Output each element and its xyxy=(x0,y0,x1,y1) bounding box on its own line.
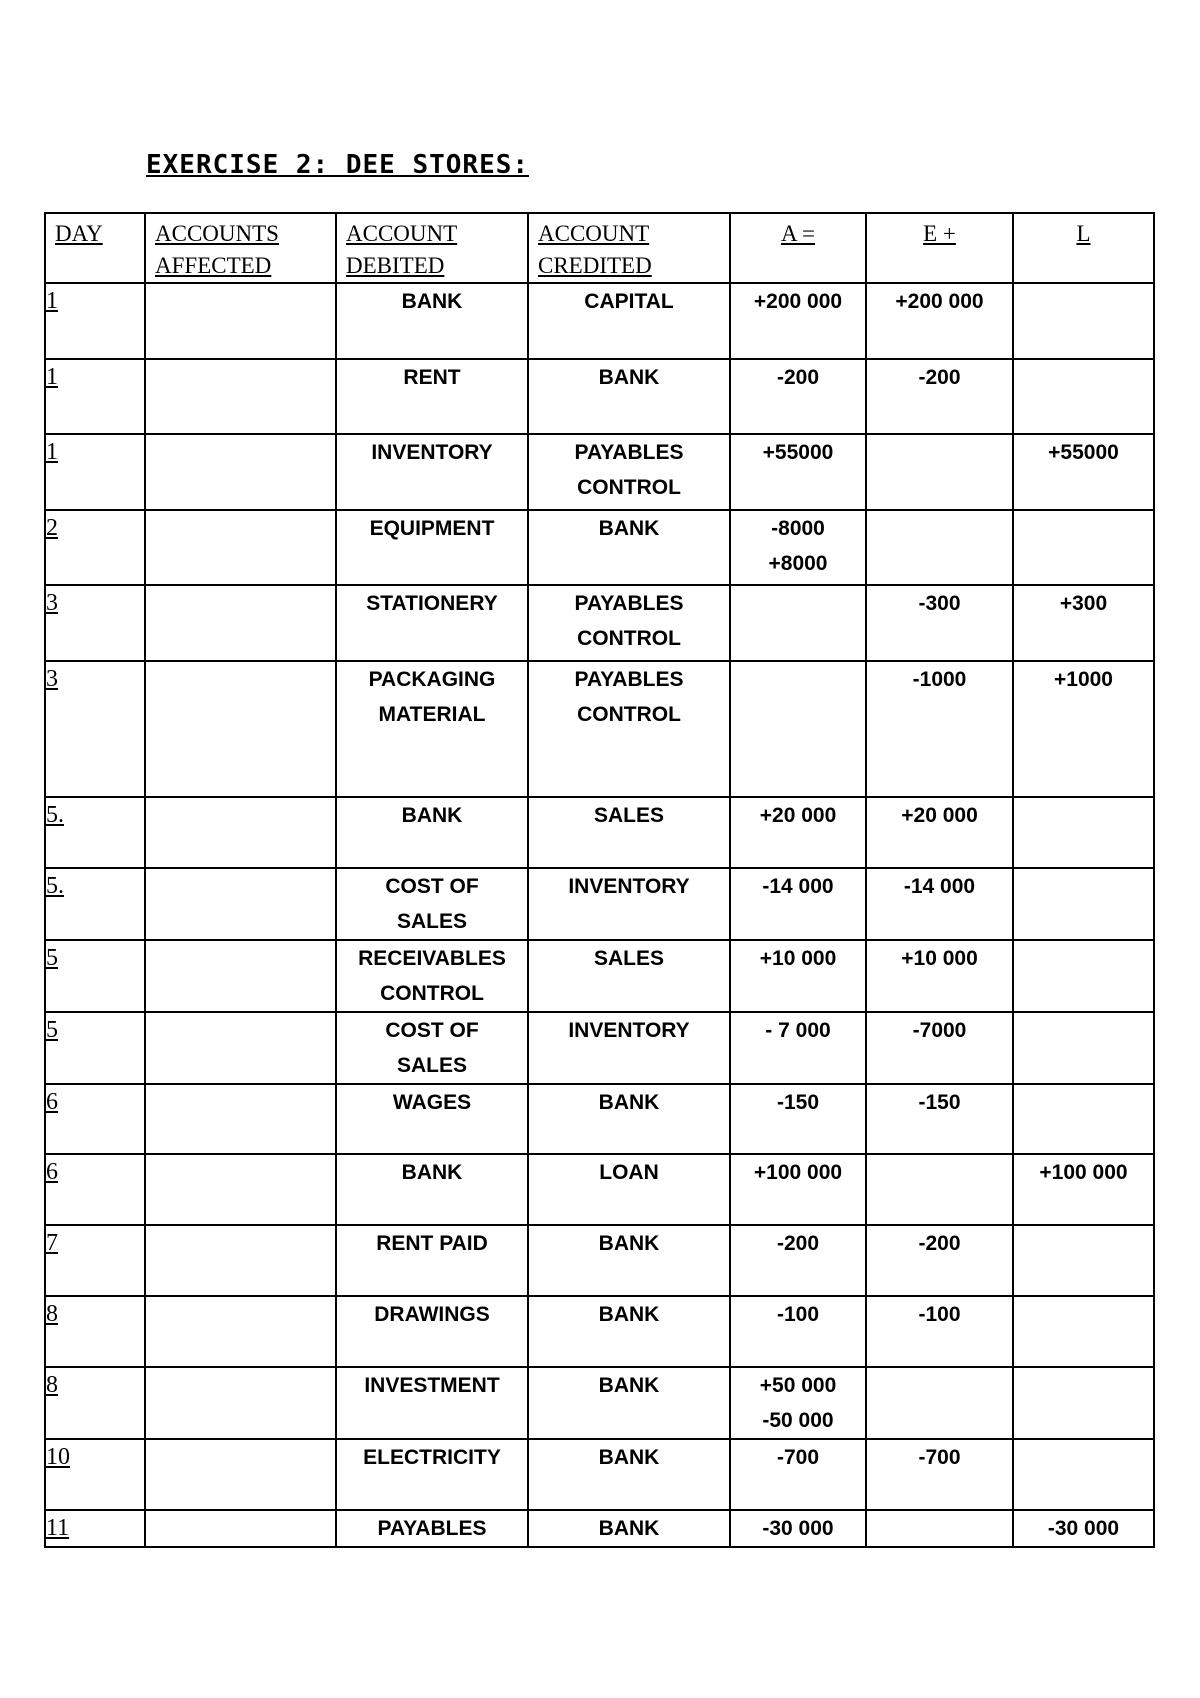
cell-account-debited-line: PAYABLES xyxy=(377,1517,487,1540)
cell-liabilities xyxy=(1013,434,1154,510)
cell-equity-line: -7000 xyxy=(912,1019,967,1042)
cell-account-debited-line: COST OF xyxy=(385,1019,479,1042)
cell-day: 5 xyxy=(45,940,145,1012)
cell-liabilities-line: +1000 xyxy=(1054,668,1113,691)
table-row xyxy=(45,1225,1154,1296)
cell-liabilities xyxy=(1013,1510,1154,1547)
cell-assets-line: +8000 xyxy=(768,552,828,575)
cell-day: 6 xyxy=(45,1084,145,1154)
cell-account-credited xyxy=(528,1367,730,1439)
cell-accounts-affected xyxy=(145,510,336,585)
cell-account-debited-line: INVESTMENT xyxy=(364,1374,500,1397)
cell-account-debited xyxy=(336,585,528,661)
cell-account-credited-line: CONTROL xyxy=(577,627,681,650)
cell-liabilities-line: +100 000 xyxy=(1039,1161,1128,1184)
cell-account-credited-line: BANK xyxy=(598,366,660,389)
cell-account-debited xyxy=(336,661,528,797)
cell-equity xyxy=(866,283,1013,359)
cell-liabilities xyxy=(1013,868,1154,940)
cell-account-debited-line: BANK xyxy=(401,290,463,313)
cell-equity-line: -100 xyxy=(918,1303,961,1326)
cell-account-debited-line: SALES xyxy=(396,1054,467,1077)
cell-equity xyxy=(866,940,1013,1012)
cell-liabilities-line: -30 000 xyxy=(1047,1517,1120,1540)
cell-account-credited-line: PAYABLES xyxy=(574,441,684,464)
table-row xyxy=(45,1154,1154,1225)
table-row xyxy=(45,359,1154,434)
table-row xyxy=(45,661,1154,797)
cell-day: 1 xyxy=(45,434,145,510)
cell-account-credited xyxy=(528,940,730,1012)
cell-account-debited xyxy=(336,1084,528,1154)
cell-assets-line: -100 xyxy=(776,1303,820,1326)
cell-day: 3 xyxy=(45,585,145,661)
cell-liabilities xyxy=(1013,797,1154,868)
table-row xyxy=(45,797,1154,868)
cell-account-credited-line: BANK xyxy=(598,1303,660,1326)
cell-assets-line: -700 xyxy=(776,1446,820,1469)
exercise-title: EXERCISE 2: DEE STORES: xyxy=(146,150,530,180)
header-account-credited: ACCOUNT CREDITED xyxy=(528,213,730,283)
cell-accounts-affected xyxy=(145,1510,336,1547)
cell-assets-line: - 7 000 xyxy=(765,1019,831,1042)
cell-account-debited-line: WAGES xyxy=(392,1091,472,1114)
cell-equity-line: -300 xyxy=(918,592,961,615)
table-row xyxy=(45,940,1154,1012)
table-row xyxy=(45,510,1154,585)
cell-equity xyxy=(866,1154,1013,1225)
cell-equity xyxy=(866,868,1013,940)
header-day: DAY xyxy=(45,213,145,283)
cell-account-credited-line: LOAN xyxy=(599,1161,659,1184)
cell-account-debited xyxy=(336,359,528,434)
cell-account-credited-line: SALES xyxy=(593,947,664,970)
cell-liabilities xyxy=(1013,1367,1154,1439)
cell-account-debited xyxy=(336,510,528,585)
cell-accounts-affected xyxy=(145,1439,336,1510)
cell-assets xyxy=(730,1510,866,1547)
cell-liabilities xyxy=(1013,1154,1154,1225)
cell-equity xyxy=(866,1510,1013,1547)
table-row xyxy=(45,434,1154,510)
cell-liabilities xyxy=(1013,1084,1154,1154)
cell-accounts-affected xyxy=(145,940,336,1012)
cell-assets-line: -50 000 xyxy=(762,1409,834,1432)
cell-liabilities xyxy=(1013,510,1154,585)
cell-day: 3 xyxy=(45,661,145,797)
cell-account-debited-line: BANK xyxy=(401,1161,463,1184)
cell-assets xyxy=(730,1154,866,1225)
cell-account-debited xyxy=(336,1510,528,1547)
cell-equity xyxy=(866,434,1013,510)
cell-account-credited-line: PAYABLES xyxy=(574,592,684,615)
cell-account-credited xyxy=(528,1439,730,1510)
table-row xyxy=(45,1296,1154,1367)
cell-day: 8 xyxy=(45,1296,145,1367)
table-row xyxy=(45,868,1154,940)
cell-equity xyxy=(866,1296,1013,1367)
cell-day: 1 xyxy=(45,359,145,434)
cell-account-debited xyxy=(336,1225,528,1296)
cell-assets xyxy=(730,510,866,585)
cell-account-debited-line: STATIONERY xyxy=(366,592,498,615)
cell-assets xyxy=(730,359,866,434)
cell-equity xyxy=(866,797,1013,868)
cell-account-credited xyxy=(528,1225,730,1296)
cell-equity-line: -200 xyxy=(918,366,961,389)
table-row xyxy=(45,1084,1154,1154)
cell-liabilities xyxy=(1013,283,1154,359)
cell-liabilities xyxy=(1013,585,1154,661)
cell-account-credited-line: SALES xyxy=(593,804,664,827)
cell-assets xyxy=(730,283,866,359)
cell-day: 2 xyxy=(45,510,145,585)
cell-account-credited xyxy=(528,1084,730,1154)
cell-accounts-affected xyxy=(145,1296,336,1367)
cell-assets xyxy=(730,661,866,797)
cell-account-credited xyxy=(528,797,730,868)
cell-account-debited-line: ELECTRICITY xyxy=(363,1446,501,1469)
cell-liabilities xyxy=(1013,940,1154,1012)
cell-assets-line: -8000 xyxy=(771,517,825,540)
cell-assets xyxy=(730,1439,866,1510)
cell-assets-line: +55000 xyxy=(762,441,834,464)
cell-account-debited-line: BANK xyxy=(401,804,463,827)
cell-day: 11 xyxy=(45,1510,145,1547)
cell-account-debited-line: COST OF xyxy=(385,875,479,898)
cell-assets xyxy=(730,1084,866,1154)
cell-account-credited-line: BANK xyxy=(598,1446,660,1469)
cell-equity xyxy=(866,1084,1013,1154)
cell-accounts-affected xyxy=(145,868,336,940)
cell-accounts-affected xyxy=(145,1367,336,1439)
table-body xyxy=(45,283,1154,1547)
cell-account-credited xyxy=(528,1296,730,1367)
cell-account-debited xyxy=(336,434,528,510)
header-accounts-affected: ACCOUNTS AFFECTED xyxy=(145,213,336,283)
cell-accounts-affected xyxy=(145,585,336,661)
cell-account-debited-line: RENT PAID xyxy=(376,1232,488,1255)
cell-account-credited-line: BANK xyxy=(598,1232,660,1255)
cell-liabilities-line: +300 xyxy=(1059,592,1108,615)
cell-assets-line: +50 000 xyxy=(759,1374,837,1397)
cell-account-credited xyxy=(528,585,730,661)
cell-account-credited xyxy=(528,1154,730,1225)
table-row xyxy=(45,1510,1154,1547)
cell-assets-line: -14 000 xyxy=(762,875,834,898)
cell-equity xyxy=(866,1439,1013,1510)
cell-account-credited-line: BANK xyxy=(598,517,660,540)
cell-accounts-affected xyxy=(145,661,336,797)
cell-equity-line: -1000 xyxy=(912,668,967,691)
cell-account-debited xyxy=(336,283,528,359)
cell-account-debited xyxy=(336,1012,528,1084)
cell-day: 5. xyxy=(45,868,145,940)
table-row xyxy=(45,1367,1154,1439)
cell-assets-line: -200 xyxy=(776,366,820,389)
cell-accounts-affected xyxy=(145,283,336,359)
cell-assets xyxy=(730,1367,866,1439)
cell-accounts-affected xyxy=(145,1012,336,1084)
cell-equity xyxy=(866,510,1013,585)
cell-equity-line: +200 000 xyxy=(895,290,984,313)
cell-assets-line: -30 000 xyxy=(762,1517,834,1540)
cell-accounts-affected xyxy=(145,797,336,868)
cell-assets-line: +100 000 xyxy=(753,1161,843,1184)
cell-account-debited-line: PACKAGING xyxy=(368,668,496,691)
cell-account-credited-line: BANK xyxy=(598,1517,660,1540)
cell-assets xyxy=(730,1012,866,1084)
cell-assets-line: -150 xyxy=(776,1091,820,1114)
cell-account-credited-line: BANK xyxy=(598,1091,660,1114)
cell-account-debited xyxy=(336,1296,528,1367)
cell-liabilities xyxy=(1013,1296,1154,1367)
cell-account-credited xyxy=(528,283,730,359)
cell-account-debited-line: RECEIVABLES xyxy=(358,947,506,970)
table-row xyxy=(45,1012,1154,1084)
cell-liabilities xyxy=(1013,359,1154,434)
cell-assets xyxy=(730,797,866,868)
cell-assets xyxy=(730,434,866,510)
cell-liabilities xyxy=(1013,661,1154,797)
cell-account-debited-line: DRAWINGS xyxy=(374,1303,490,1326)
header-liabilities: L xyxy=(1013,213,1154,283)
cell-assets-line: -200 xyxy=(776,1232,820,1255)
cell-equity xyxy=(866,359,1013,434)
cell-account-debited xyxy=(336,1439,528,1510)
cell-equity xyxy=(866,585,1013,661)
cell-account-credited xyxy=(528,1510,730,1547)
cell-liabilities xyxy=(1013,1012,1154,1084)
cell-accounts-affected xyxy=(145,434,336,510)
cell-accounts-affected xyxy=(145,1154,336,1225)
accounting-equation-table xyxy=(44,212,1155,1548)
cell-liabilities xyxy=(1013,1225,1154,1296)
cell-equity xyxy=(866,661,1013,797)
cell-account-credited-line: INVENTORY xyxy=(568,875,690,898)
cell-assets-line: +10 000 xyxy=(759,947,837,970)
header-assets: A = xyxy=(730,213,866,283)
cell-account-credited-line: CONTROL xyxy=(577,476,681,499)
cell-account-debited-line: MATERIAL xyxy=(378,703,486,726)
cell-account-debited-line: CONTROL xyxy=(380,982,484,1005)
cell-account-credited-line: BANK xyxy=(598,1374,660,1397)
cell-equity-line: -14 000 xyxy=(903,875,976,898)
cell-account-credited-line: CAPITAL xyxy=(584,290,674,313)
cell-assets-line: +200 000 xyxy=(753,290,843,313)
table-row xyxy=(45,283,1154,359)
cell-equity xyxy=(866,1225,1013,1296)
cell-day: 1 xyxy=(45,283,145,359)
cell-day: 8 xyxy=(45,1367,145,1439)
cell-accounts-affected xyxy=(145,1084,336,1154)
cell-equity-line: +20 000 xyxy=(901,804,978,827)
cell-equity xyxy=(866,1012,1013,1084)
cell-liabilities-line: +55000 xyxy=(1048,441,1119,464)
cell-assets xyxy=(730,940,866,1012)
header-row xyxy=(45,213,1154,283)
header-account-debited: ACCOUNT DEBITED xyxy=(336,213,528,283)
cell-equity-line: -150 xyxy=(918,1091,961,1114)
cell-account-credited xyxy=(528,868,730,940)
cell-day: 10 xyxy=(45,1439,145,1510)
cell-account-debited xyxy=(336,1367,528,1439)
cell-assets xyxy=(730,1296,866,1367)
cell-assets xyxy=(730,868,866,940)
cell-account-debited-line: RENT xyxy=(403,366,461,389)
cell-account-debited xyxy=(336,1154,528,1225)
cell-account-credited xyxy=(528,661,730,797)
cell-accounts-affected xyxy=(145,359,336,434)
cell-account-credited xyxy=(528,359,730,434)
cell-account-debited-line: SALES xyxy=(396,910,467,933)
cell-account-debited-line: INVENTORY xyxy=(371,441,493,464)
cell-account-debited xyxy=(336,940,528,1012)
cell-liabilities xyxy=(1013,1439,1154,1510)
cell-equity-line: -700 xyxy=(918,1446,961,1469)
cell-account-debited xyxy=(336,797,528,868)
cell-accounts-affected xyxy=(145,1225,336,1296)
cell-day: 5. xyxy=(45,797,145,868)
cell-equity xyxy=(866,1367,1013,1439)
cell-account-credited-line: PAYABLES xyxy=(574,668,684,691)
cell-account-credited xyxy=(528,434,730,510)
cell-assets-line: +20 000 xyxy=(759,804,837,827)
cell-day: 6 xyxy=(45,1154,145,1225)
table-row xyxy=(45,1439,1154,1510)
table-row xyxy=(45,585,1154,661)
cell-account-credited xyxy=(528,510,730,585)
cell-account-credited-line: CONTROL xyxy=(577,703,681,726)
cell-equity-line: +10 000 xyxy=(901,947,978,970)
cell-assets xyxy=(730,1225,866,1296)
cell-day: 5 xyxy=(45,1012,145,1084)
cell-account-credited-line: INVENTORY xyxy=(568,1019,690,1042)
cell-account-debited xyxy=(336,868,528,940)
cell-equity-line: -200 xyxy=(918,1232,961,1255)
cell-day: 7 xyxy=(45,1225,145,1296)
header-equity: E + xyxy=(866,213,1013,283)
cell-assets xyxy=(730,585,866,661)
cell-account-credited xyxy=(528,1012,730,1084)
cell-account-debited-line: EQUIPMENT xyxy=(369,517,495,540)
